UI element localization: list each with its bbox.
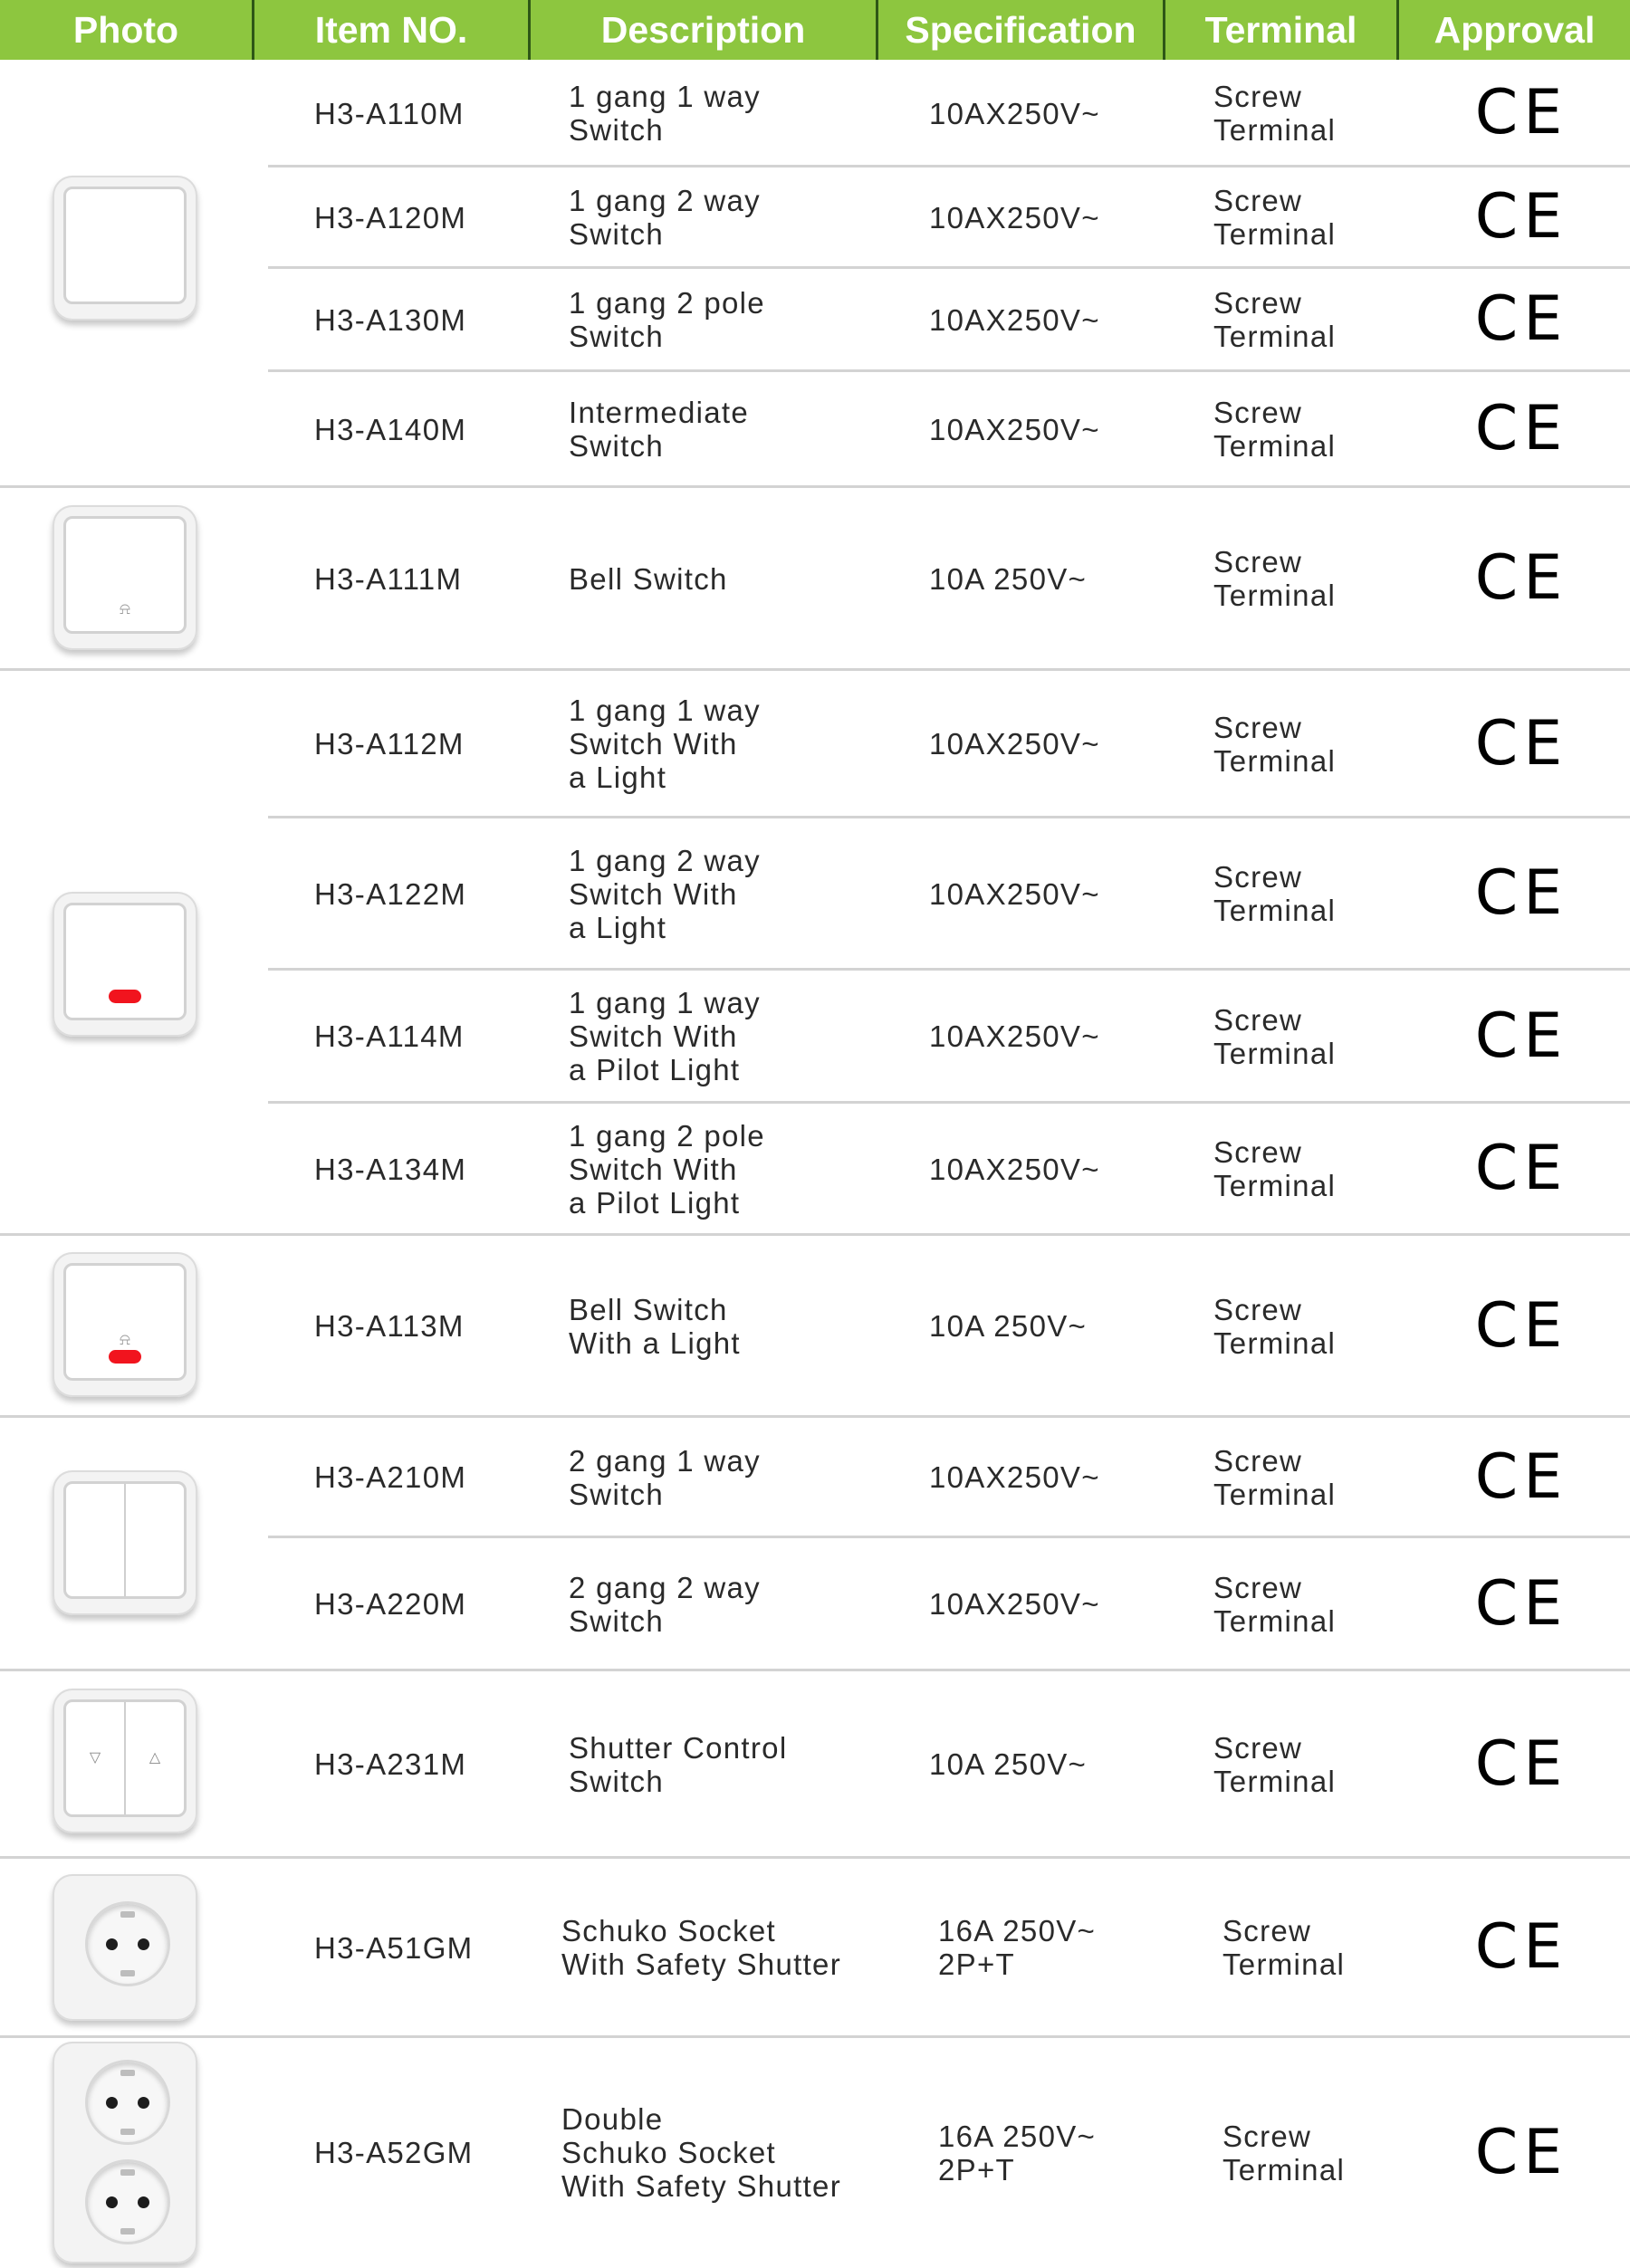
two-gang-switch-icon xyxy=(53,1470,197,1615)
earth-clip xyxy=(120,2169,135,2176)
one-gang-switch-icon xyxy=(53,176,197,321)
item-number: H3-A120M xyxy=(314,200,467,234)
description xyxy=(569,1670,868,1858)
terminal xyxy=(1213,1670,1413,1858)
ce-mark-icon xyxy=(1413,1103,1630,1235)
description xyxy=(569,970,868,1103)
description-line: Intermediate xyxy=(569,396,750,429)
terminal xyxy=(1213,1235,1413,1417)
earth-clip xyxy=(120,1911,135,1918)
description-line: With Safety Shutter xyxy=(561,2169,841,2203)
approval-mark: CE xyxy=(1474,1567,1568,1640)
terminal-line: Screw xyxy=(1213,396,1303,429)
double-schuko-socket-icon xyxy=(53,2042,197,2263)
ce-mark-icon xyxy=(1413,487,1630,670)
description-line: Switch With xyxy=(569,876,738,911)
terminal-line: Screw xyxy=(1213,1292,1303,1326)
bell-symbol-icon: ⍾ xyxy=(120,599,130,617)
left-rocker xyxy=(66,1484,126,1596)
ce-mark-icon xyxy=(1413,1235,1630,1417)
indicator-light-icon xyxy=(109,990,141,1003)
specification-line: 10AX250V~ xyxy=(929,1460,1100,1494)
specification xyxy=(929,487,1174,670)
description-line: Switch xyxy=(569,429,664,463)
description-line: Double xyxy=(561,2102,664,2136)
description-line: Bell Switch xyxy=(569,1292,728,1326)
terminal-line: Terminal xyxy=(1222,1947,1346,1981)
terminal-line: Terminal xyxy=(1213,113,1337,147)
specification xyxy=(929,1235,1174,1417)
pin-hole xyxy=(138,1938,149,1950)
pin-hole xyxy=(106,2097,118,2109)
terminal-line: Terminal xyxy=(1213,1603,1337,1638)
earth-clip xyxy=(120,2228,135,2235)
approval-mark: CE xyxy=(1474,2116,1568,2188)
terminal xyxy=(1213,970,1413,1103)
terminal-line: Screw xyxy=(1213,545,1303,579)
specification xyxy=(929,167,1174,268)
ce-mark-icon xyxy=(1413,268,1630,371)
header-photo: Photo xyxy=(72,9,179,51)
terminal-line: Screw xyxy=(1213,286,1303,320)
description xyxy=(569,371,868,487)
rocker-plate xyxy=(63,187,187,304)
specification xyxy=(929,1537,1174,1670)
description xyxy=(561,1858,860,2037)
terminal-line: Terminal xyxy=(1213,429,1337,463)
terminal xyxy=(1213,371,1413,487)
header-item-no: Item NO. xyxy=(314,9,468,51)
item-number: H3-A122M xyxy=(314,876,467,911)
item-number: H3-A210M xyxy=(314,1460,467,1494)
shutter-control-switch-icon xyxy=(53,1689,197,1833)
terminal-line: Terminal xyxy=(1213,579,1337,612)
terminal-line: Terminal xyxy=(1213,743,1337,778)
earth-clip xyxy=(120,2070,135,2076)
terminal xyxy=(1222,1858,1422,2037)
rocker-plate xyxy=(63,1263,187,1381)
ce-mark-icon xyxy=(1413,1670,1630,1858)
specification-line: 10AX250V~ xyxy=(929,876,1100,911)
ce-mark-icon xyxy=(1413,1417,1630,1537)
socket-face-icon xyxy=(85,2159,170,2244)
approval-mark: CE xyxy=(1474,283,1568,355)
specification xyxy=(938,2037,1183,2268)
terminal-line: Terminal xyxy=(1213,894,1337,927)
terminal xyxy=(1213,167,1413,268)
pin-hole xyxy=(138,2196,149,2208)
specification-line: 16A 250V~ xyxy=(938,1914,1097,1947)
header-terminal: Terminal xyxy=(1204,9,1357,51)
specification xyxy=(929,670,1174,818)
description-line: a Light xyxy=(569,910,667,944)
item-number: H3-A114M xyxy=(314,1019,465,1053)
item-number: H3-A220M xyxy=(314,1587,467,1621)
description-line: Switch xyxy=(569,1764,664,1798)
description-line: 1 gang 2 pole xyxy=(569,286,765,320)
terminal-line: Terminal xyxy=(1213,1477,1337,1511)
description xyxy=(569,670,868,818)
item-number: H3-A51GM xyxy=(314,1930,474,1965)
terminal xyxy=(1213,1537,1413,1670)
description-line: Switch With xyxy=(569,727,738,761)
specification xyxy=(929,1103,1174,1235)
description-line: Switch With xyxy=(569,1152,738,1186)
item-number: H3-A110M xyxy=(314,96,465,130)
specification xyxy=(938,1858,1183,2037)
earth-clip xyxy=(120,2129,135,2135)
terminal-line: Terminal xyxy=(1213,1764,1337,1798)
ce-mark-icon xyxy=(1413,371,1630,487)
specification xyxy=(929,970,1174,1103)
description-line: Switch xyxy=(569,1477,664,1511)
description-line: With Safety Shutter xyxy=(561,1947,841,1981)
description xyxy=(569,1537,868,1670)
approval-mark: CE xyxy=(1474,393,1568,464)
ce-mark-icon xyxy=(1413,670,1630,818)
terminal-line: Screw xyxy=(1213,1135,1303,1169)
terminal-line: Screw xyxy=(1213,1570,1303,1604)
description xyxy=(569,1417,868,1537)
specification-line: 10A 250V~ xyxy=(929,561,1088,596)
specification-line: 10AX250V~ xyxy=(929,302,1100,337)
specification-line: 16A 250V~ xyxy=(938,2119,1097,2153)
terminal-line: Screw xyxy=(1213,1002,1303,1037)
terminal-line: Terminal xyxy=(1222,2152,1346,2187)
specification-line: 10AX250V~ xyxy=(929,1587,1100,1621)
ce-mark-icon xyxy=(1413,2037,1630,2268)
left-rocker xyxy=(66,1702,126,1814)
description-line: Switch xyxy=(569,113,664,147)
item-number: H3-A112M xyxy=(314,727,465,761)
socket-face-icon xyxy=(85,1901,170,1986)
description-line: 1 gang 2 pole xyxy=(569,1118,765,1153)
specification-line: 10AX250V~ xyxy=(929,727,1100,761)
approval-mark: CE xyxy=(1474,1133,1568,1204)
specification-line: 10AX250V~ xyxy=(929,1152,1100,1186)
header-specification: Specification xyxy=(905,9,1136,51)
table-header xyxy=(0,0,1630,60)
approval-mark: CE xyxy=(1474,857,1568,929)
bell-symbol-icon: ⍾ xyxy=(120,1330,130,1348)
description-line: 1 gang 2 way xyxy=(569,843,761,877)
description-line: 2 gang 1 way xyxy=(569,1443,761,1478)
specification-line: 10AX250V~ xyxy=(929,96,1100,130)
description-line: Schuko Socket xyxy=(561,2136,777,2169)
schuko-socket-icon xyxy=(53,1874,197,2021)
terminal xyxy=(1213,60,1413,167)
approval-mark: CE xyxy=(1474,1440,1568,1513)
description-line: 2 gang 2 way xyxy=(569,1570,761,1604)
item-number: H3-A140M xyxy=(314,412,467,446)
item-number: H3-A231M xyxy=(314,1747,467,1781)
specification-line: 10AX250V~ xyxy=(929,200,1100,234)
specification-line: 10AX250V~ xyxy=(929,412,1100,446)
item-number: H3-A130M xyxy=(314,302,467,337)
terminal-line: Terminal xyxy=(1213,320,1337,353)
terminal-line: Screw xyxy=(1213,1730,1303,1765)
specification xyxy=(929,1670,1174,1858)
specification-line: 2P+T xyxy=(938,2152,1015,2187)
rocker-plate xyxy=(63,516,187,634)
terminal xyxy=(1213,487,1413,670)
description xyxy=(569,1235,868,1417)
description xyxy=(569,487,868,670)
header-description: Description xyxy=(600,9,806,51)
specification-line: 2P+T xyxy=(938,1947,1015,1981)
pin-hole xyxy=(138,2097,149,2109)
description xyxy=(569,60,868,167)
terminal-line: Screw xyxy=(1213,710,1303,744)
description-line: a Pilot Light xyxy=(569,1053,741,1086)
specification xyxy=(929,1417,1174,1537)
description-line: 1 gang 1 way xyxy=(569,694,761,727)
description-line: Switch xyxy=(569,1603,664,1638)
approval-mark: CE xyxy=(1474,1000,1568,1072)
rocker-plate xyxy=(63,903,187,1020)
ce-mark-icon xyxy=(1413,1537,1630,1670)
arrow-down-icon: ▽ xyxy=(89,1750,101,1766)
pin-hole xyxy=(106,2196,118,2208)
terminal-line: Screw xyxy=(1222,1914,1312,1947)
description xyxy=(569,167,868,268)
terminal xyxy=(1213,1103,1413,1235)
terminal xyxy=(1213,268,1413,371)
terminal-line: Terminal xyxy=(1213,1169,1337,1202)
description-line: 1 gang 2 way xyxy=(569,184,761,217)
right-rocker xyxy=(126,1702,184,1814)
terminal xyxy=(1222,2037,1422,2268)
terminal-line: Screw xyxy=(1213,860,1303,894)
approval-mark: CE xyxy=(1474,1289,1568,1362)
approval-mark: CE xyxy=(1474,181,1568,253)
approval-mark: CE xyxy=(1474,1911,1568,1983)
description-line: Shutter Control xyxy=(569,1730,788,1765)
right-rocker xyxy=(126,1484,184,1596)
ce-mark-icon xyxy=(1413,60,1630,167)
approval-mark: CE xyxy=(1474,77,1568,148)
description xyxy=(569,1103,868,1235)
specification-line: 10A 250V~ xyxy=(929,1747,1088,1781)
item-number: H3-A111M xyxy=(314,561,463,596)
rocker-plate xyxy=(63,1481,187,1599)
description xyxy=(561,2037,860,2268)
specification xyxy=(929,60,1174,167)
terminal-line: Terminal xyxy=(1213,1036,1337,1070)
terminal-line: Screw xyxy=(1213,1443,1303,1478)
terminal-line: Terminal xyxy=(1213,1325,1337,1360)
earth-clip xyxy=(120,1970,135,1976)
specification xyxy=(929,268,1174,371)
pin-hole xyxy=(106,1938,118,1950)
description-line: Switch xyxy=(569,320,664,353)
description-line: Bell Switch xyxy=(569,561,728,596)
terminal xyxy=(1213,1417,1413,1537)
specification-line: 10A 250V~ xyxy=(929,1309,1088,1343)
description-line: Switch With xyxy=(569,1019,738,1053)
description xyxy=(569,268,868,371)
item-number: H3-A113M xyxy=(314,1309,465,1343)
item-number: H3-A134M xyxy=(314,1152,467,1186)
socket-face-icon xyxy=(85,2060,170,2145)
description-line: Switch xyxy=(569,217,664,251)
description-line: Schuko Socket xyxy=(561,1914,777,1947)
indicator-light-icon xyxy=(109,1350,141,1364)
terminal-line: Screw xyxy=(1222,2119,1312,2153)
approval-mark: CE xyxy=(1474,542,1568,614)
header-approval: Approval xyxy=(1433,9,1596,51)
specification-line: 10AX250V~ xyxy=(929,1019,1100,1053)
arrow-up-icon: △ xyxy=(149,1750,161,1766)
ce-mark-icon xyxy=(1413,167,1630,268)
terminal-line: Screw xyxy=(1213,184,1303,217)
specification xyxy=(929,371,1174,487)
bell-switch-icon xyxy=(53,505,197,650)
item-number: H3-A52GM xyxy=(314,2136,474,2169)
specification xyxy=(929,818,1174,970)
terminal xyxy=(1213,670,1413,818)
approval-mark: CE xyxy=(1474,707,1568,780)
approval-mark: CE xyxy=(1474,1727,1568,1800)
rocker-plate xyxy=(63,1699,187,1817)
ce-mark-icon xyxy=(1413,1858,1630,2037)
description-line: a Pilot Light xyxy=(569,1185,741,1220)
ce-mark-icon xyxy=(1413,970,1630,1103)
switch-with-light-icon xyxy=(53,892,197,1037)
ce-mark-icon xyxy=(1413,818,1630,970)
description-line: With a Light xyxy=(569,1325,741,1360)
description-line: a Light xyxy=(569,761,667,794)
terminal-line: Terminal xyxy=(1213,217,1337,251)
description-line: 1 gang 1 way xyxy=(569,986,761,1019)
description-line: 1 gang 1 way xyxy=(569,80,761,113)
terminal-line: Screw xyxy=(1213,80,1303,113)
terminal xyxy=(1213,818,1413,970)
description xyxy=(569,818,868,970)
bell-switch-with-light-icon xyxy=(53,1252,197,1397)
